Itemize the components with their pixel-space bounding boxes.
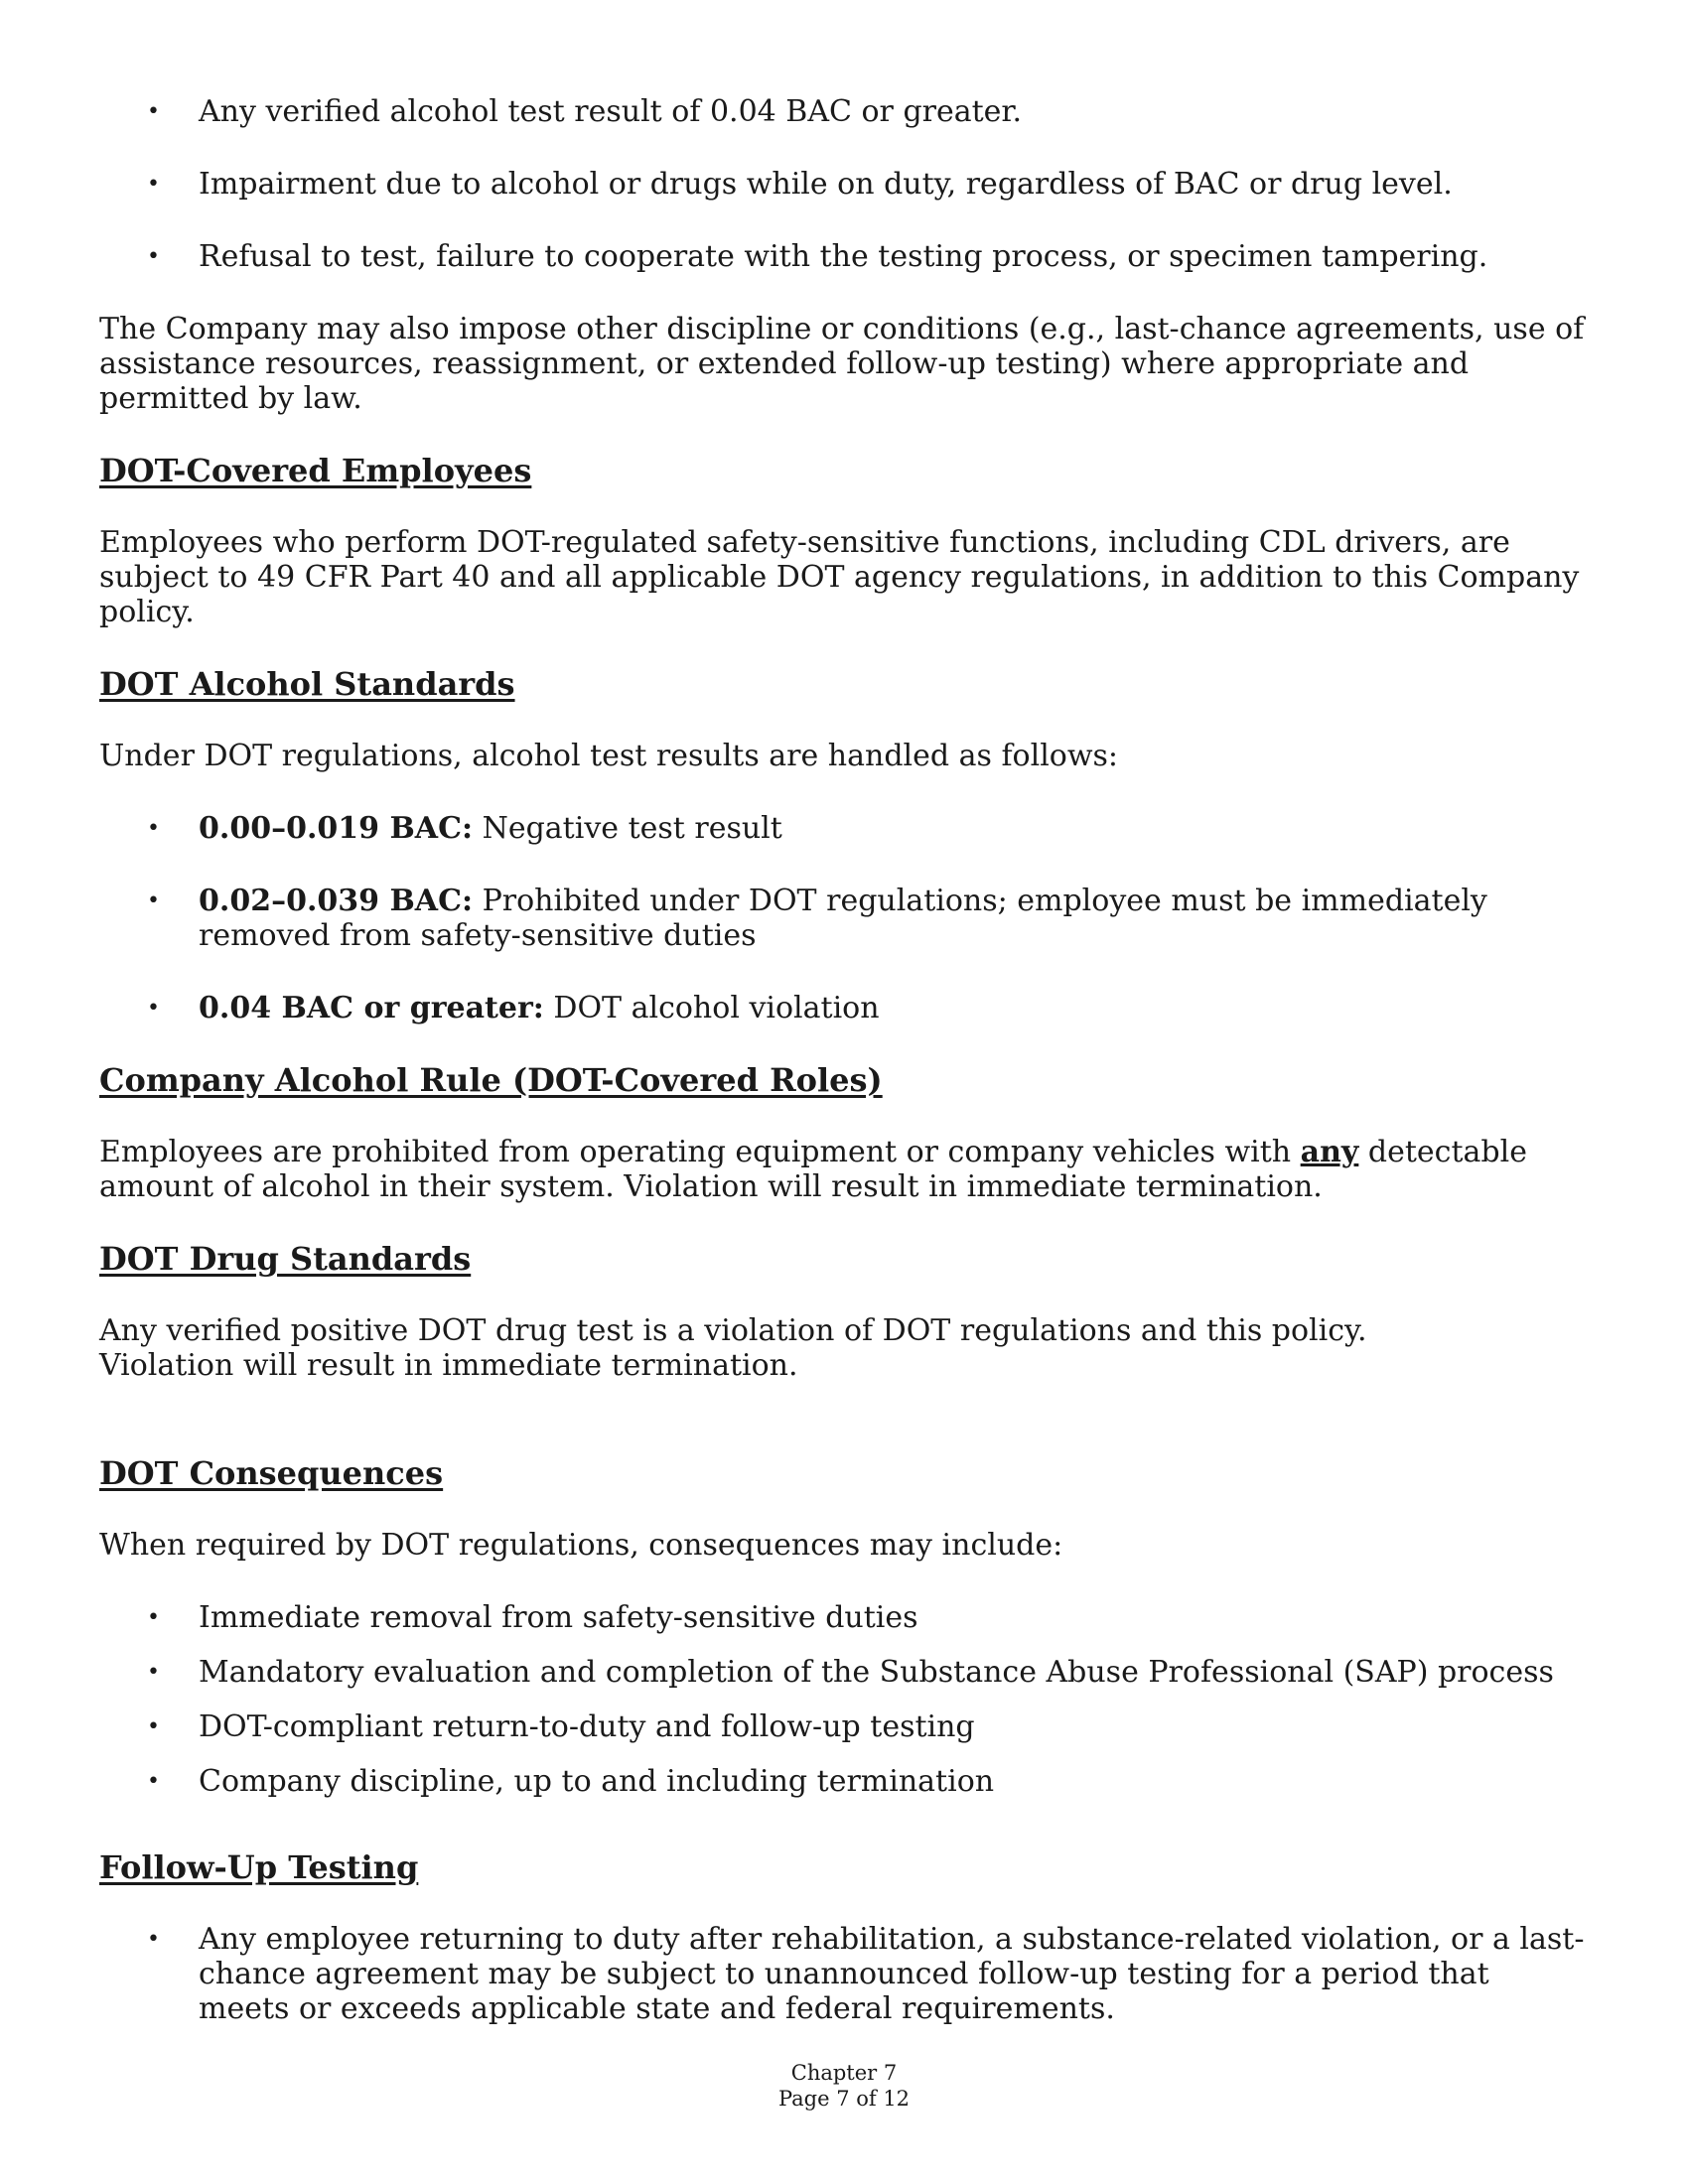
company-discipline-paragraph: The Company may also impose other discipline or conditions (e.g., last-chance agreements, use of assistance resources, reassignment, or extended follow-up testing) where appropriate and permitted by law.: [99, 312, 1585, 416]
bac-range-description: Prohibited under DOT regulations; employee must be immediately removed from safety-sensitive duties: [199, 884, 1487, 953]
bac-range-label: 0.02–0.039 BAC:: [199, 884, 474, 918]
list-item: • Refusal to test, failure to cooperate with the testing process, or specimen tampering.: [99, 239, 1589, 274]
list-item: • Company discipline, up to and including termination: [99, 1764, 1589, 1799]
consequences-list: [99, 1600, 1589, 1799]
section-heading-company-alcohol: Company Alcohol Rule (DOT-Covered Roles): [99, 1061, 883, 1099]
footer-chapter: Chapter 7: [790, 2061, 898, 2085]
document-page: [99, 94, 1589, 2026]
section-heading-dot-drug: DOT Drug Standards: [99, 1240, 472, 1278]
list-item: • Immediate removal from safety-sensitive duties: [99, 1600, 1589, 1635]
dot-drug-line-2: Violation will result in immediate termination.: [99, 1348, 798, 1383]
section-heading-dot-covered: DOT-Covered Employees: [99, 452, 532, 489]
dot-consequences-intro: When required by DOT regulations, consequences may include:: [99, 1528, 1063, 1563]
section-heading-dot-consequences: DOT Consequences: [99, 1454, 444, 1492]
dot-drug-line-1: Any verified positive DOT drug test is a violation of DOT regulations and this policy.: [99, 1313, 1367, 1348]
section-heading-dot-alcohol: DOT Alcohol Standards: [99, 665, 515, 703]
text-segment: detectable amount of alcohol in their system. Violation will result in immediate termination.: [99, 1135, 1527, 1204]
list-item: • Mandatory evaluation and completion of the Substance Abuse Professional (SAP) process: [99, 1655, 1589, 1690]
list-item: • Any employee returning to duty after rehabilitation, a substance-related violation, or a last-chance agreement may be subject to unannounced follow-up testing for a period that meets or exceeds applicable state and federal requirements.: [99, 1922, 1589, 2026]
list-item: • DOT-compliant return-to-duty and follow-up testing: [99, 1709, 1589, 1744]
footer-page-number: Page 7 of 12: [777, 2087, 911, 2111]
dot-alcohol-intro: Under DOT regulations, alcohol test results are handled as follows:: [99, 739, 1119, 773]
bac-range-label: 0.04 BAC or greater:: [199, 991, 544, 1025]
bac-range-description: Negative test result: [473, 811, 782, 846]
bac-range-label: 0.00–0.019 BAC:: [199, 811, 474, 846]
page-footer: [0, 2060, 1688, 2112]
company-alcohol-paragraph: [99, 1135, 1589, 1204]
list-item: [99, 884, 1589, 953]
list-item: [99, 991, 1589, 1025]
text-segment: Employees are prohibited from operating equipment or company vehicles with: [99, 1135, 1301, 1169]
section-heading-follow-up: Follow-Up Testing: [99, 1848, 419, 1886]
alcohol-standards-list: [99, 811, 1589, 1025]
list-item: • Any verified alcohol test result of 0.04 BAC or greater.: [99, 94, 1589, 129]
emphasis-any: any: [1300, 1135, 1359, 1169]
list-item: • Impairment due to alcohol or drugs while on duty, regardless of BAC or drug level.: [99, 167, 1589, 202]
dot-covered-paragraph: Employees who perform DOT-regulated safety-sensitive functions, including CDL drivers, are subject to 49 CFR Part 40 and all applicable DOT agency regulations, in addition to this Company policy.: [99, 525, 1580, 629]
list-item: [99, 811, 1589, 846]
violation-bullet-list: [99, 94, 1589, 274]
follow-up-list: [99, 1922, 1589, 2026]
bac-range-description: DOT alcohol violation: [543, 991, 880, 1025]
